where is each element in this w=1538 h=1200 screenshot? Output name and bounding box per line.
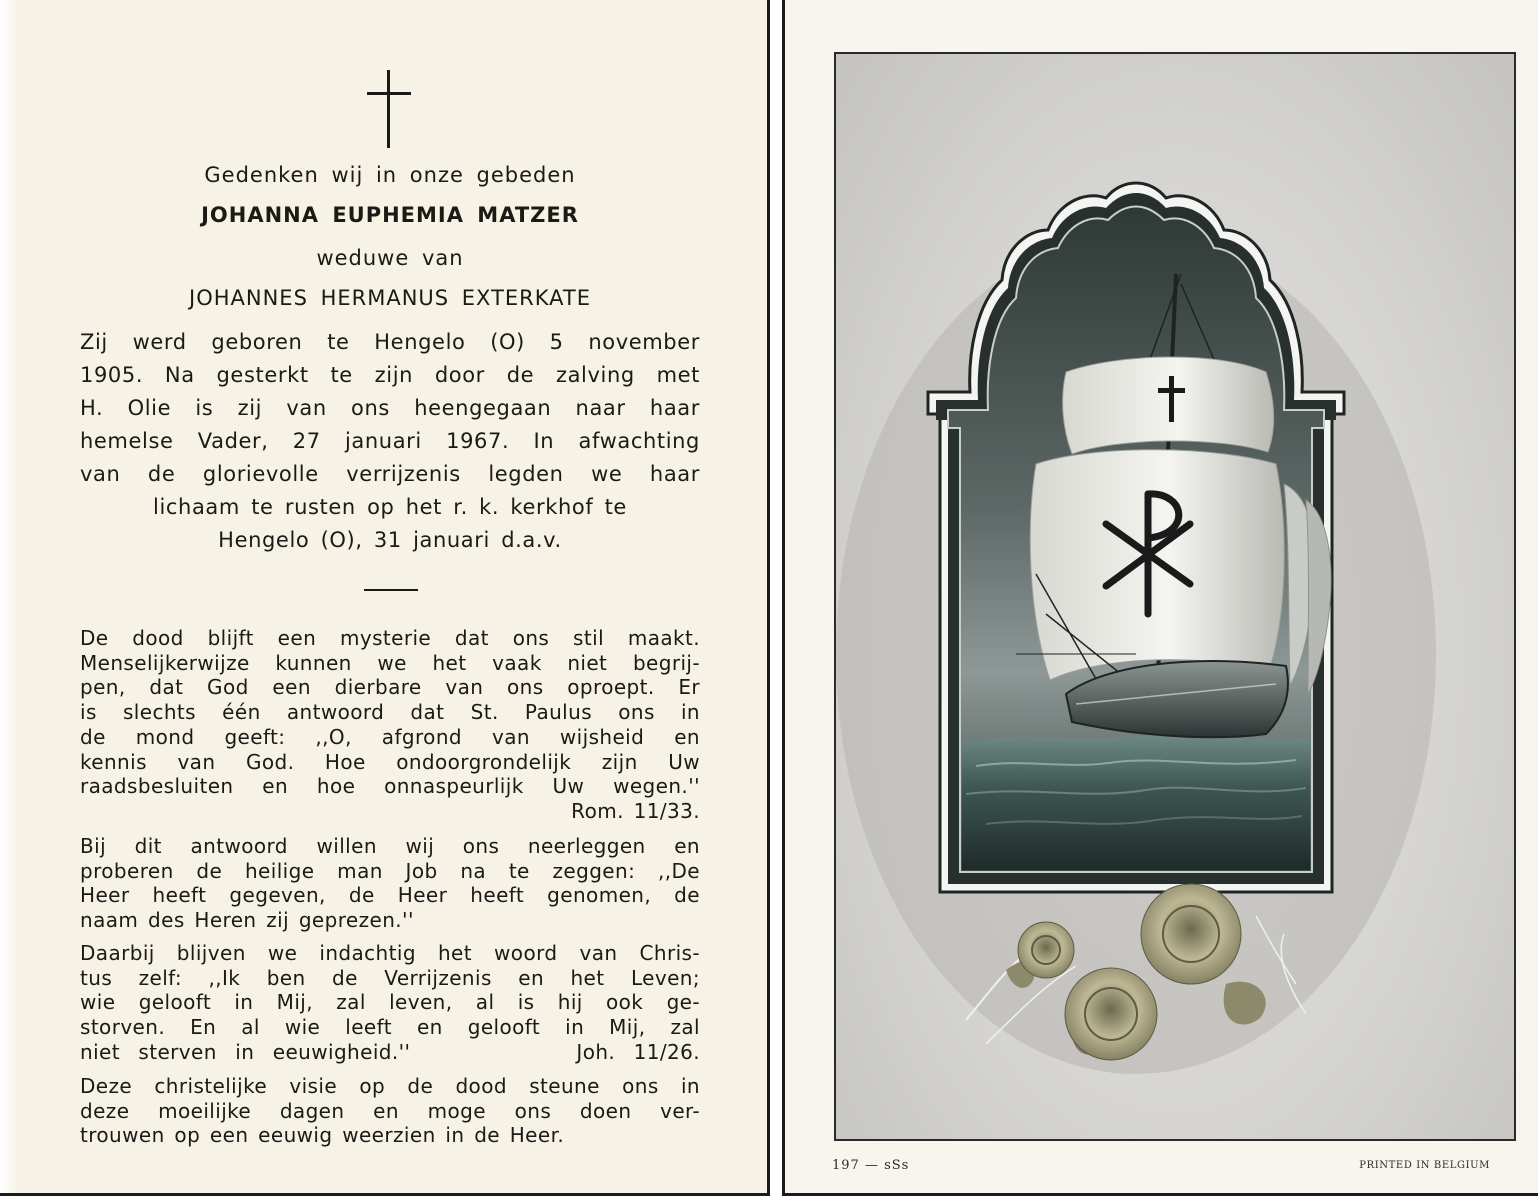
meditation-line: Heer heeft gegeven, de Heer heeft genomen, de xyxy=(80,883,700,908)
text-page xyxy=(0,0,770,1196)
meditation-line: pen, dat God een dierbare van ons oproept. Er xyxy=(80,675,700,700)
meditation-line: trouwen op een eeuwig weerzien in de Heer. xyxy=(80,1123,565,1148)
biography-line: H. Olie is zij van ons heengegaan naar haar xyxy=(80,396,700,420)
deceased-name: JOHANNA EUPHEMIA MATZER xyxy=(201,203,579,227)
meditation-paragraph-2 xyxy=(80,834,700,933)
meditation-line: storven. En al wie leeft en gelooft in Mij, zal xyxy=(80,1015,700,1040)
imprint-code: 197 — sSs xyxy=(832,1158,910,1173)
biography-line: hemelse Vader, 27 januari 1967. In afwachting xyxy=(80,429,700,453)
meditation-line: Bij dit antwoord willen wij ons neerleggen en xyxy=(80,834,700,858)
meditation-paragraph-4 xyxy=(80,1074,700,1148)
meditation-line: kennis van God. Hoe ondoorgrondelijk zijn Uw xyxy=(80,749,700,774)
meditation-line: wie gelooft in Mij, zal leven, al is hij ook ge- xyxy=(80,990,700,1015)
divider xyxy=(364,589,418,591)
meditation-line: De dood blijft een mysterie dat ons stil maakt. xyxy=(80,626,700,650)
printed-in-label: PRINTED IN BELGIUM xyxy=(1359,1160,1490,1171)
spouse-name: JOHANNES HERMANUS EXTERKATE xyxy=(189,286,591,310)
meditation-paragraph-1 xyxy=(80,626,700,824)
meditation-line: niet sterven in eeuwigheid.'' Joh. 11/26. xyxy=(80,1039,700,1064)
scripture-reference: Rom. 11/33. xyxy=(571,798,700,823)
prayer-intro: Gedenken wij in onze gebeden xyxy=(204,163,576,187)
meditation-line: raadsbesluiten en hoe onnaspeurlijk Uw wegen.'' xyxy=(80,774,700,799)
biography-line: van de glorievolle verrijzenis legden we haar xyxy=(80,462,700,486)
relation-text: weduwe van xyxy=(316,246,464,270)
meditation-line: deze moeilijke dagen en moge ons doen ver- xyxy=(80,1098,700,1123)
biography-line: Hengelo (O), 31 januari d.a.v. xyxy=(218,528,562,552)
biography-line: Zij werd geboren te Hengelo (O) 5 november xyxy=(80,330,700,354)
biography-line: lichaam te rusten op het r. k. kerkhof te xyxy=(153,495,627,519)
meditation-line: is slechts één antwoord dat St. Paulus ons in xyxy=(80,700,700,725)
meditation-line: Daarbij blijven we indachtig het woord van Chris- xyxy=(80,941,700,965)
meditation-line: de mond geeft: ,,O, afgrond van wijsheid en xyxy=(80,724,700,749)
biography-line: 1905. Na gesterkt te zijn door de zalving met xyxy=(80,363,700,387)
devotional-image xyxy=(834,52,1516,1141)
meditation-line: tus zelf: ,,Ik ben de Verrijzenis en het Leven; xyxy=(80,965,700,990)
meditation-line: proberen de heilige man Job na te zeggen: ,,De xyxy=(80,858,700,883)
cross-icon xyxy=(365,70,413,148)
meditation-line: naam des Heren zij geprezen.'' xyxy=(80,908,414,933)
biography xyxy=(80,326,700,557)
meditation-paragraph-3 xyxy=(80,941,700,1065)
meditation-line: Menselijkerwijze kunnen we het vaak niet begrij- xyxy=(80,650,700,675)
meditation-line: Deze christelijke visie op de dood steune ons in xyxy=(80,1074,700,1098)
